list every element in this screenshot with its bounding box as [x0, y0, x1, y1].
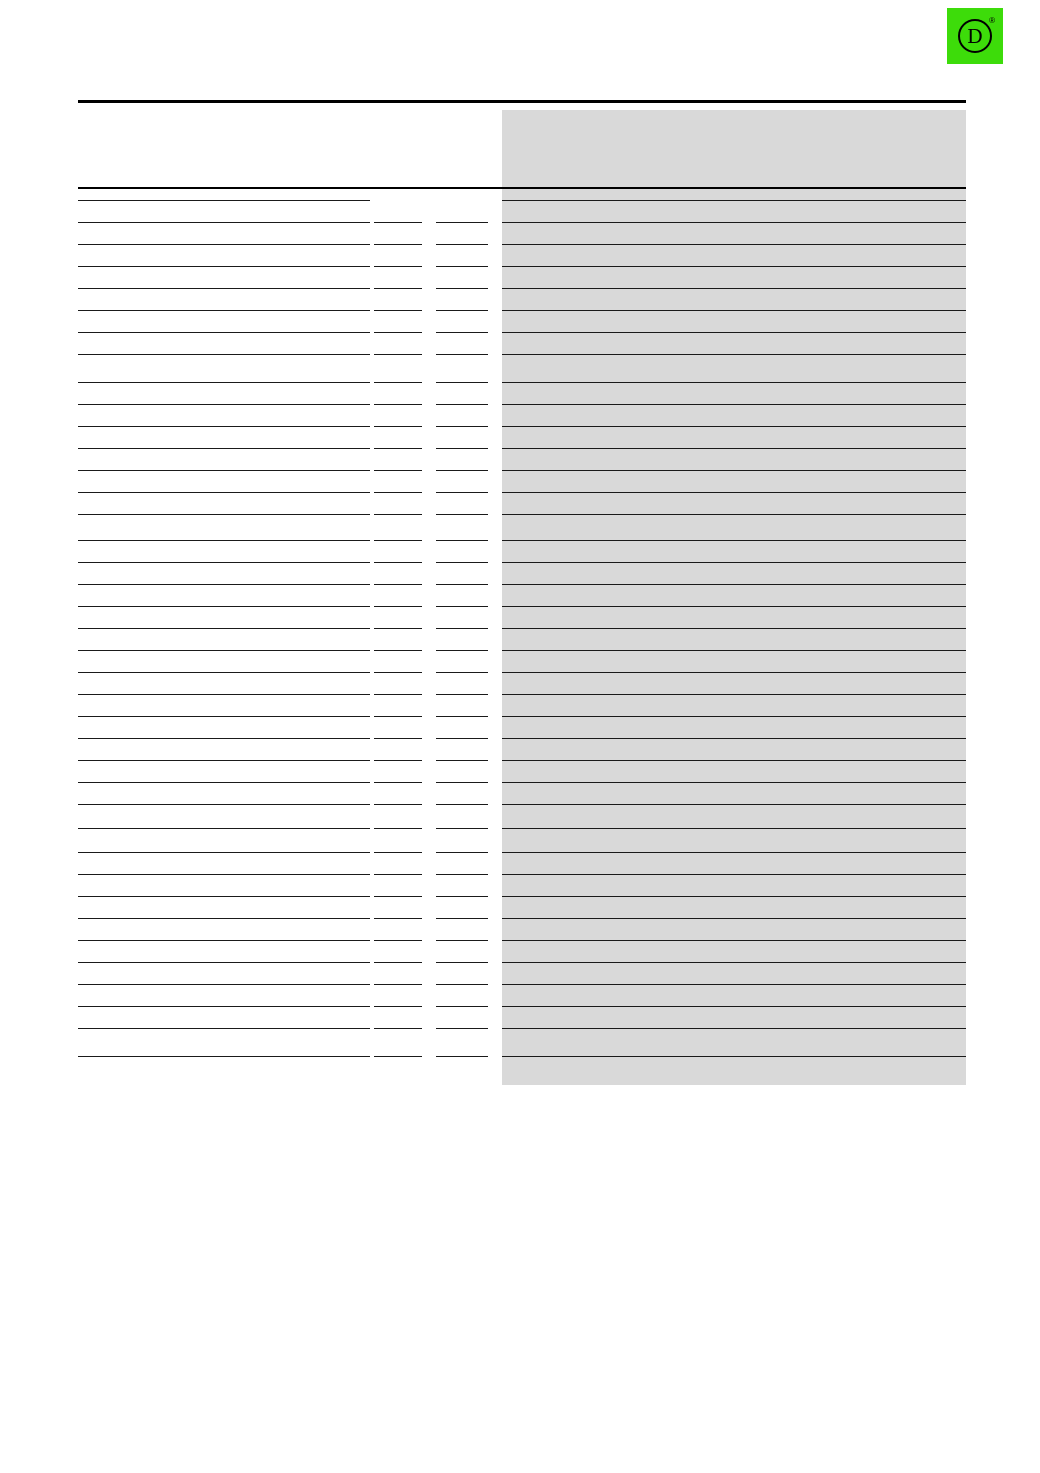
row-rule [502, 354, 614, 355]
row-rule [78, 222, 370, 223]
row-rule [78, 382, 370, 383]
row-rule [78, 492, 370, 493]
row-rule [732, 984, 850, 985]
row-rule [732, 540, 850, 541]
row-rule [436, 584, 488, 585]
row-rule [614, 804, 732, 805]
row-rule [78, 1006, 370, 1007]
row-rule [436, 448, 488, 449]
row-rule [732, 470, 850, 471]
row-rule [374, 628, 422, 629]
row-rule [732, 354, 850, 355]
row-rule [850, 310, 966, 311]
row-rule [436, 804, 488, 805]
row-rule [732, 266, 850, 267]
row-rule [502, 874, 614, 875]
row-rule [78, 200, 370, 201]
row-rule [374, 332, 422, 333]
row-rule [436, 354, 488, 355]
row-rule [850, 760, 966, 761]
row-rule [78, 984, 370, 985]
row-rule [374, 918, 422, 919]
row-rule [502, 962, 614, 963]
row-rule [614, 448, 732, 449]
table-body [78, 100, 966, 1085]
row-rule [732, 514, 850, 515]
row-rule [732, 628, 850, 629]
row-rule [78, 828, 370, 829]
row-rule [436, 382, 488, 383]
row-rule [374, 426, 422, 427]
row-rule [614, 828, 732, 829]
row-rule [614, 628, 732, 629]
row-rule [502, 940, 614, 941]
row-rule [374, 514, 422, 515]
row-rule [614, 984, 732, 985]
row-rule [732, 584, 850, 585]
row-rule [374, 540, 422, 541]
row-rule [374, 492, 422, 493]
row-rule [78, 448, 370, 449]
row-rule [374, 310, 422, 311]
row-rule [374, 222, 422, 223]
row-rule [502, 918, 614, 919]
row-rule [732, 828, 850, 829]
row-rule [614, 404, 732, 405]
row-rule [502, 694, 614, 695]
row-rule [78, 694, 370, 695]
row-rule [850, 738, 966, 739]
row-rule [850, 804, 966, 805]
row-rule [614, 606, 732, 607]
row-rule [502, 760, 614, 761]
row-rule [374, 606, 422, 607]
row-rule [502, 1028, 614, 1029]
row-rule [78, 650, 370, 651]
row-rule [614, 760, 732, 761]
row-rule [436, 332, 488, 333]
row-rule [78, 896, 370, 897]
row-rule [732, 382, 850, 383]
row-rule [732, 244, 850, 245]
row-rule [374, 1028, 422, 1029]
row-rule [732, 804, 850, 805]
data-table [78, 100, 966, 1085]
row-rule [732, 760, 850, 761]
row-rule [78, 404, 370, 405]
row-rule [78, 874, 370, 875]
row-rule [614, 918, 732, 919]
row-rule [78, 244, 370, 245]
row-rule [374, 852, 422, 853]
row-rule [436, 828, 488, 829]
row-rule [374, 382, 422, 383]
row-rule [78, 562, 370, 563]
row-rule [850, 382, 966, 383]
row-rule [374, 244, 422, 245]
row-rule [614, 738, 732, 739]
row-rule [850, 540, 966, 541]
row-rule [502, 984, 614, 985]
row-rule [850, 896, 966, 897]
row-rule [614, 470, 732, 471]
row-rule [436, 514, 488, 515]
row-rule [78, 1056, 370, 1057]
row-rule [850, 470, 966, 471]
registered-mark-icon: ® [989, 16, 995, 25]
row-rule [374, 1056, 422, 1057]
row-rule [374, 650, 422, 651]
row-rule [850, 448, 966, 449]
row-rule [502, 628, 614, 629]
row-rule [850, 940, 966, 941]
row-rule [850, 1006, 966, 1007]
row-rule [732, 448, 850, 449]
row-rule [374, 984, 422, 985]
row-rule [436, 1056, 488, 1057]
row-rule [436, 716, 488, 717]
row-rule [78, 940, 370, 941]
row-rule [374, 716, 422, 717]
row-rule [436, 782, 488, 783]
row-rule [502, 650, 614, 651]
row-rule [436, 222, 488, 223]
row-rule [732, 200, 850, 201]
row-rule [374, 354, 422, 355]
row-rule [850, 288, 966, 289]
row-rule [614, 650, 732, 651]
row-rule [436, 984, 488, 985]
row-rule [502, 492, 614, 493]
row-rule [732, 918, 850, 919]
row-rule [502, 426, 614, 427]
row-rule [436, 310, 488, 311]
row-rule [732, 332, 850, 333]
row-rule [614, 222, 732, 223]
row-rule [502, 514, 614, 515]
row-rule [614, 584, 732, 585]
row-rule [436, 540, 488, 541]
row-rule [850, 266, 966, 267]
row-rule [850, 354, 966, 355]
logo-letter: D [958, 19, 992, 53]
row-rule [732, 562, 850, 563]
row-rule [436, 962, 488, 963]
row-rule [850, 492, 966, 493]
row-rule [732, 1006, 850, 1007]
row-rule [436, 760, 488, 761]
row-rule [502, 266, 614, 267]
row-rule [502, 310, 614, 311]
row-rule [436, 404, 488, 405]
row-rule [614, 288, 732, 289]
row-rule [78, 852, 370, 853]
row-rule [732, 426, 850, 427]
row-rule [732, 672, 850, 673]
row-rule [614, 514, 732, 515]
row-rule [850, 782, 966, 783]
row-rule [614, 1006, 732, 1007]
row-rule [502, 1006, 614, 1007]
row-rule [732, 738, 850, 739]
row-rule [850, 514, 966, 515]
row-rule [732, 694, 850, 695]
row-rule [850, 200, 966, 201]
row-rule [850, 628, 966, 629]
row-rule [374, 896, 422, 897]
row-rule [732, 1056, 850, 1057]
row-rule [732, 962, 850, 963]
row-rule [850, 672, 966, 673]
row-rule [374, 782, 422, 783]
row-rule [614, 896, 732, 897]
row-rule [850, 650, 966, 651]
row-rule [850, 1056, 966, 1057]
row-rule [850, 874, 966, 875]
row-rule [614, 1056, 732, 1057]
row-rule [436, 896, 488, 897]
row-rule [78, 584, 370, 585]
row-rule [850, 606, 966, 607]
row-rule [374, 288, 422, 289]
row-rule [78, 760, 370, 761]
row-rule [732, 1028, 850, 1029]
row-rule [78, 716, 370, 717]
row-rule [374, 874, 422, 875]
row-rule [850, 562, 966, 563]
row-rule [614, 562, 732, 563]
row-rule [374, 694, 422, 695]
row-rule [850, 828, 966, 829]
row-rule [78, 266, 370, 267]
row-rule [436, 426, 488, 427]
row-rule [78, 628, 370, 629]
row-rule [850, 716, 966, 717]
row-rule [436, 852, 488, 853]
row-rule [850, 1028, 966, 1029]
row-rule [436, 562, 488, 563]
row-rule [436, 606, 488, 607]
row-rule [502, 222, 614, 223]
row-rule [78, 426, 370, 427]
row-rule [502, 404, 614, 405]
row-rule [502, 896, 614, 897]
row-rule [502, 540, 614, 541]
row-rule [374, 738, 422, 739]
row-rule [502, 382, 614, 383]
row-rule [732, 222, 850, 223]
row-rule [78, 672, 370, 673]
row-rule [78, 514, 370, 515]
row-rule [732, 896, 850, 897]
row-rule [614, 266, 732, 267]
row-rule [732, 404, 850, 405]
row-rule [374, 470, 422, 471]
row-rule [732, 874, 850, 875]
row-rule [502, 852, 614, 853]
row-rule [78, 804, 370, 805]
row-rule [850, 984, 966, 985]
row-rule [502, 288, 614, 289]
row-rule [502, 244, 614, 245]
row-rule [732, 288, 850, 289]
row-rule [374, 448, 422, 449]
row-rule [850, 426, 966, 427]
row-rule [614, 1028, 732, 1029]
row-rule [850, 584, 966, 585]
row-rule [374, 828, 422, 829]
row-rule [732, 852, 850, 853]
row-rule [502, 470, 614, 471]
row-rule [614, 852, 732, 853]
row-rule [78, 738, 370, 739]
brand-logo [947, 8, 1003, 64]
row-rule [436, 288, 488, 289]
row-rule [374, 804, 422, 805]
row-rule [502, 448, 614, 449]
row-rule [732, 310, 850, 311]
row-rule [614, 354, 732, 355]
row-rule [732, 650, 850, 651]
row-rule [374, 562, 422, 563]
row-rule [78, 332, 370, 333]
row-rule [614, 672, 732, 673]
row-rule [850, 852, 966, 853]
row-rule [502, 828, 614, 829]
row-rule [850, 918, 966, 919]
row-rule [78, 1028, 370, 1029]
row-rule [850, 332, 966, 333]
row-rule [732, 940, 850, 941]
row-rule [374, 760, 422, 761]
row-rule [614, 782, 732, 783]
row-rule [436, 1028, 488, 1029]
row-rule [850, 222, 966, 223]
row-rule [732, 782, 850, 783]
row-rule [374, 1006, 422, 1007]
row-rule [502, 584, 614, 585]
row-rule [502, 606, 614, 607]
row-rule [850, 404, 966, 405]
row-rule [502, 804, 614, 805]
row-rule [436, 672, 488, 673]
row-rule [502, 672, 614, 673]
row-rule [502, 1056, 614, 1057]
row-rule [614, 540, 732, 541]
row-rule [78, 962, 370, 963]
row-rule [732, 606, 850, 607]
row-rule [436, 650, 488, 651]
row-rule [374, 404, 422, 405]
row-rule [78, 540, 370, 541]
row-rule [614, 200, 732, 201]
row-rule [78, 470, 370, 471]
row-rule [436, 940, 488, 941]
row-rule [78, 782, 370, 783]
row-rule [436, 1006, 488, 1007]
row-rule [732, 492, 850, 493]
row-rule [374, 672, 422, 673]
row-rule [850, 244, 966, 245]
row-rule [502, 332, 614, 333]
row-rule [436, 874, 488, 875]
row-rule [78, 288, 370, 289]
row-rule [436, 470, 488, 471]
row-rule [614, 382, 732, 383]
row-rule [502, 738, 614, 739]
row-rule [78, 310, 370, 311]
row-rule [614, 244, 732, 245]
row-rule [614, 332, 732, 333]
row-rule [614, 874, 732, 875]
row-rule [614, 492, 732, 493]
row-rule [374, 940, 422, 941]
row-rule [502, 716, 614, 717]
row-rule [502, 562, 614, 563]
row-rule [614, 310, 732, 311]
row-rule [374, 266, 422, 267]
row-rule [614, 940, 732, 941]
row-rule [436, 738, 488, 739]
row-rule [374, 584, 422, 585]
row-rule [850, 962, 966, 963]
row-rule [78, 918, 370, 919]
row-rule [614, 426, 732, 427]
row-rule [614, 694, 732, 695]
row-rule [502, 782, 614, 783]
row-rule [436, 694, 488, 695]
row-rule [374, 962, 422, 963]
row-rule [502, 200, 614, 201]
row-rule [436, 628, 488, 629]
row-rule [850, 694, 966, 695]
row-rule [614, 962, 732, 963]
row-rule [78, 606, 370, 607]
row-rule [614, 716, 732, 717]
row-rule [436, 266, 488, 267]
row-rule [436, 492, 488, 493]
row-rule [78, 354, 370, 355]
row-rule [436, 244, 488, 245]
row-rule [436, 918, 488, 919]
row-rule [732, 716, 850, 717]
